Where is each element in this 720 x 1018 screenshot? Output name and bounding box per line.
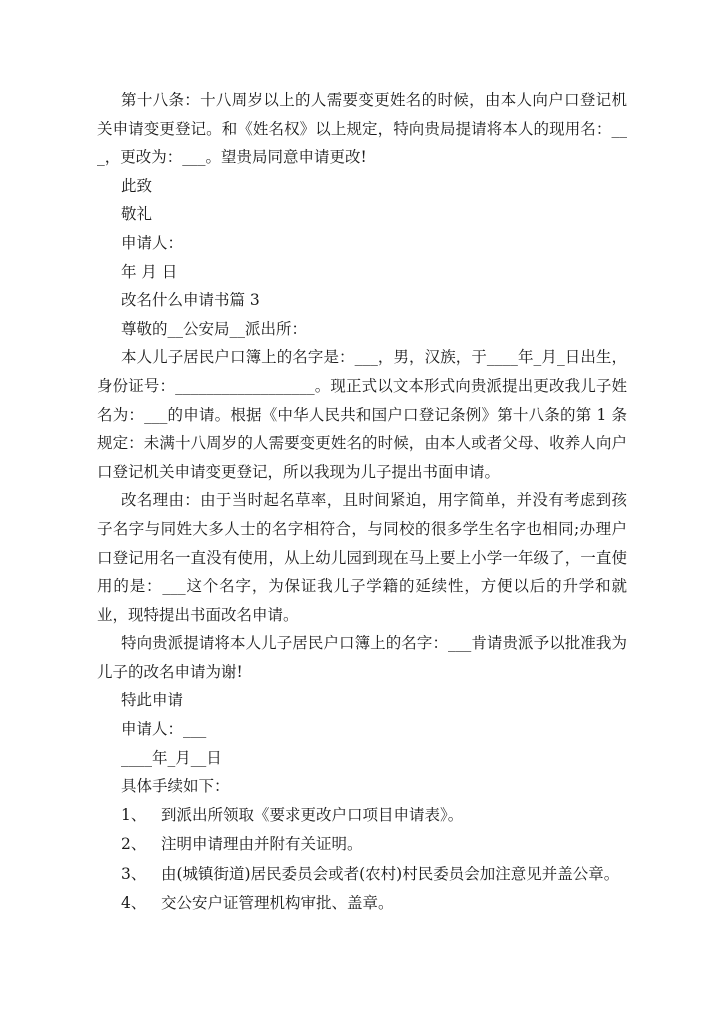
step-text: 到派出所领取《要求更改户口项目申请表》。 <box>161 805 464 824</box>
reason-paragraph: 改名理由：由于当时起名草率，且时间紧迫，用字简单，并没有考虑到孩子名字与同姓大多人士的名字相符合，与同校的很多学生名字也相同;办理户口登记用名一直没有使用，从上幼儿园到现在马上要上小学一年级了，一直使用的是：___这个名字，为保证我儿子学籍的延续性，方便以后的升学和就业，现特提出书面改名申请。 <box>97 491 627 624</box>
step-text: 交公安户证管理机构审批、盖章。 <box>161 894 394 913</box>
list-item <box>97 860 627 889</box>
signature-date-line: ____年_月__日 <box>121 748 222 767</box>
applicant-signature-line: 申请人：___ <box>121 720 207 739</box>
list-item <box>97 889 627 918</box>
closing-regards: 敬礼 <box>121 205 153 224</box>
step-text: 注明申请理由并附有关证明。 <box>161 835 363 854</box>
addressee-line: 尊敬的__公安局__派出所： <box>121 319 308 338</box>
date-line: 年 月 日 <box>121 262 178 281</box>
step-number: 3、 <box>121 864 147 883</box>
petition-paragraph: 特向贵派提请将本人儿子居民户口簿上的名字：___肯请贵派予以批准我为儿子的改名申请为谢! <box>97 634 627 681</box>
document-body <box>97 86 627 918</box>
request-paragraph: 本人儿子居民户口簿上的名字是：___，男，汉族，于____年_月_日出生，身份证号：__________________。现正式以文本形式向贵派提出更改我儿子姓名为：___的申请。根据《中华人民共和国户口登记条例》第十八条的第 1 条规定：未满十八周岁的人需要变更姓名的时候，由本人或者父母、收养人向户口登记机关申请变更登记，所以我现为儿子提出书面申请。 <box>97 348 627 481</box>
step-number: 4、 <box>121 894 147 913</box>
hereby-apply-line: 特此申请 <box>121 691 184 710</box>
procedures-heading: 具体手续如下： <box>121 777 230 796</box>
step-number: 1、 <box>121 805 147 824</box>
applicant-line: 申请人： <box>121 233 184 252</box>
section-heading: 改名什么申请书篇 3 <box>121 291 260 310</box>
article-18-paragraph: 第十八条：十八周岁以上的人需要变更姓名的时候，由本人向户口登记机关申请变更登记。和《姓名权》以上规定，特向贵局提请将本人的现用名：___，更改为：___。望贵局同意申请更改! <box>97 91 627 167</box>
step-number: 2、 <box>121 835 147 854</box>
closing-salutation: 此致 <box>121 176 153 195</box>
list-item <box>97 830 627 859</box>
step-text: 由(城镇街道)居民委员会或者(农村)村民委员会加注意见并盖公章。 <box>161 864 620 883</box>
list-item <box>97 801 627 830</box>
